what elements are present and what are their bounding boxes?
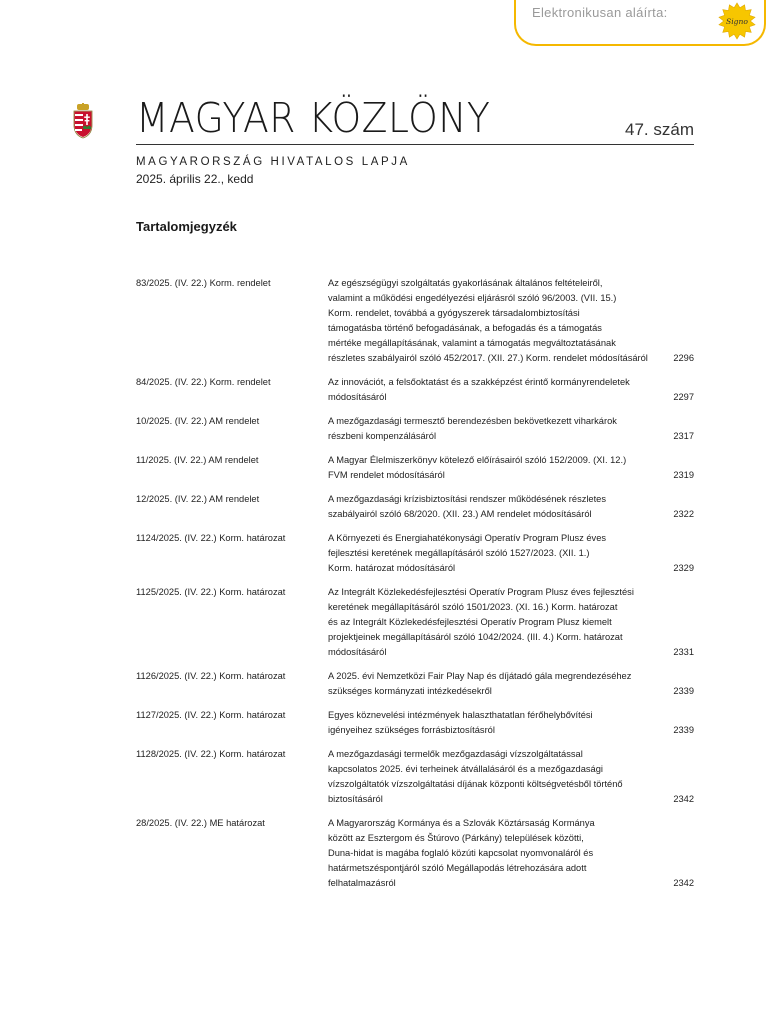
toc-entry-page-number: 2297 xyxy=(673,392,694,402)
toc-entry[interactable] xyxy=(136,747,696,807)
toc-entry-reference: 10/2025. (IV. 22.) AM rendelet xyxy=(136,416,260,426)
esign-label: Elektronikusan aláírta: xyxy=(532,5,668,20)
toc-entry-title-line: Az innovációt, a felsőoktatást és a szakképzést érintő kormányrendeletek xyxy=(328,377,630,387)
toc-entry-title-line: A Magyar Élelmiszerkönyv kötelező előírásairól szóló 152/2009. (XI. 12.) xyxy=(328,455,627,465)
toc-entry[interactable] xyxy=(136,531,696,576)
toc-entry[interactable] xyxy=(136,375,696,405)
toc-entry-title xyxy=(328,816,660,891)
toc-entry-title-line: igényeihez szükséges forrásbiztosításról xyxy=(328,725,495,735)
toc-entry-title xyxy=(328,375,660,405)
toc-entry-reference: 28/2025. (IV. 22.) ME határozat xyxy=(136,818,265,828)
toc-entry-title-line: és az Integrált Közlekedésfejlesztési Operatív Program Plusz kiemelt xyxy=(328,617,612,627)
toc-entry-title-line: projektjeinek megállapításáról szóló 1042/2024. (III. 4.) Korm. határozat xyxy=(328,632,623,642)
toc-entry-reference: 1125/2025. (IV. 22.) Korm. határozat xyxy=(136,587,286,597)
toc-entry-reference: 1126/2025. (IV. 22.) Korm. határozat xyxy=(136,671,286,681)
toc-entry-title-line: felhatalmazásról xyxy=(328,878,396,888)
toc-entry-reference: 1128/2025. (IV. 22.) Korm. határozat xyxy=(136,749,286,759)
toc-entry-title-line: Korm. rendelet, továbbá a gyógyszerek társadalombiztosítási xyxy=(328,308,580,318)
toc-entry-title-line: kapcsolatos 2025. évi terheinek átvállalásáról és a mezőgazdasági xyxy=(328,764,603,774)
toc-entry-title-line: Korm. határozat módosításáról xyxy=(328,563,456,573)
toc-entry-title xyxy=(328,708,660,738)
toc-entry-title-line: módosításáról xyxy=(328,647,387,657)
toc-entry-title-line: A mezőgazdasági termesztő berendezésben bekövetkezett viharkárok xyxy=(328,416,617,426)
toc-entry-title xyxy=(328,531,660,576)
toc-entry-page-number: 2319 xyxy=(673,470,694,480)
toc-entry[interactable] xyxy=(136,669,696,699)
toc-entry-title-line: támogatásba történő befogadásának, a befogadás és a támogatás xyxy=(328,323,602,333)
coat-of-arms-icon xyxy=(72,103,94,139)
toc-entry-title-line: FVM rendelet módosításáról xyxy=(328,470,445,480)
toc-entry-title-line: vízszolgáltatók vízszolgáltatási díjának központi költségvetésből történő xyxy=(328,779,623,789)
toc-entry-reference: 12/2025. (IV. 22.) AM rendelet xyxy=(136,494,260,504)
toc-entry-title-line: Duna-hidat is magába foglaló közúti kapcsolat nyomvonaláról és xyxy=(328,848,594,858)
toc-entry-title-line: fejlesztési keretének megállapításáról szóló 1527/2023. (XII. 1.) xyxy=(328,548,590,558)
toc-entry-title-line: között az Esztergom és Štúrovo (Párkány) települések közötti, xyxy=(328,833,584,843)
toc-entry-title-line: valamint a működési engedélyezési eljárásról szóló 96/2003. (VII. 15.) xyxy=(328,293,617,303)
issue-number: 47. szám xyxy=(625,120,694,139)
seal-text: Signo xyxy=(726,16,748,26)
toc-entry-title-line: A mezőgazdasági termelők mezőgazdasági vízszolgáltatással xyxy=(328,749,583,759)
toc-entry-title-line: mértéke megállapításának, valamint a támogatás megváltoztatásának xyxy=(328,338,616,348)
toc-entry-title-line: A 2025. évi Nemzetközi Fair Play Nap és díjátadó gála megrendezéséhez xyxy=(328,671,632,681)
toc-entry-title-line: Az Integrált Közlekedésfejlesztési Operatív Program Plusz éves fejlesztési xyxy=(328,587,634,597)
toc-entry-reference: 1124/2025. (IV. 22.) Korm. határozat xyxy=(136,533,286,543)
toc-entry-page-number: 2339 xyxy=(673,725,694,735)
toc-entry-title-line: Az egészségügyi szolgáltatás gyakorlásának általános feltételeiről, xyxy=(328,278,603,288)
electronic-signature-box xyxy=(514,0,766,46)
toc-entry-title xyxy=(328,747,660,807)
toc-entry-reference: 11/2025. (IV. 22.) AM rendelet xyxy=(136,455,259,465)
toc-entry-page-number: 2322 xyxy=(673,509,694,519)
toc-entry-page-number: 2329 xyxy=(673,563,694,573)
toc-heading: Tartalomjegyzék xyxy=(136,219,237,234)
toc-entry-reference: 1127/2025. (IV. 22.) Korm. határozat xyxy=(136,710,286,720)
toc-entry-title-line: részletes szabályairól szóló 452/2017. (XII. 27.) Korm. rendelet módosításáról xyxy=(328,353,648,363)
toc-entry-title-line: részbeni kompenzálásáról xyxy=(328,431,437,441)
toc-entry-title-line: A mezőgazdasági krízisbiztosítási rendszer működésének részletes xyxy=(328,494,607,504)
toc-entry-reference: 84/2025. (IV. 22.) Korm. rendelet xyxy=(136,377,271,387)
toc-entry-title-line: A Magyarország Kormánya és a Szlovák Köztársaság Kormánya xyxy=(328,818,595,828)
publication-title: MAGYAR KÖZLÖNY xyxy=(136,94,491,142)
toc-entry-page-number: 2331 xyxy=(673,647,694,657)
toc-entry-page-number: 2342 xyxy=(673,794,694,804)
toc-entry-page-number: 2317 xyxy=(673,431,694,441)
toc-entry[interactable] xyxy=(136,708,696,738)
toc-entry[interactable] xyxy=(136,276,696,366)
toc-entry-title xyxy=(328,669,660,699)
toc-entry-title xyxy=(328,492,660,522)
toc-entry-title-line: Egyes köznevelési intézmények halaszthatatlan férőhelybővítési xyxy=(328,710,593,720)
toc-entry-title xyxy=(328,276,660,366)
toc-entry-title-line: A Környezeti és Energiahatékonysági Operatív Program Plusz éves xyxy=(328,533,607,543)
toc-entry[interactable] xyxy=(136,492,696,522)
toc-entry-reference: 83/2025. (IV. 22.) Korm. rendelet xyxy=(136,278,271,288)
toc-entry-title-line: határmetszéspontjáról szóló Megállapodás létrehozására adott xyxy=(328,863,587,873)
toc-entry[interactable] xyxy=(136,453,696,483)
toc-entry-title xyxy=(328,453,660,483)
publication-subtitle: MAGYARORSZÁG HIVATALOS LAPJA xyxy=(136,156,410,168)
toc-entry-title-line: szabályairól szóló 68/2020. (XII. 23.) AM rendelet módosításáról xyxy=(328,509,592,519)
toc-entry-page-number: 2342 xyxy=(673,878,694,888)
toc-entry-title xyxy=(328,585,660,660)
publication-date: 2025. április 22., kedd xyxy=(136,172,254,186)
signature-seal-icon xyxy=(718,2,756,40)
table-of-contents xyxy=(136,276,696,900)
toc-entry-page-number: 2296 xyxy=(673,353,694,363)
toc-entry-title-line: biztosításáról xyxy=(328,794,383,804)
toc-entry[interactable] xyxy=(136,585,696,660)
toc-entry-title-line: szükséges kormányzati intézkedésekről xyxy=(328,686,492,696)
toc-entry-title-line: keretének megállapításáról szóló 1501/2023. (XI. 16.) Korm. határozat xyxy=(328,602,618,612)
toc-entry-page-number: 2339 xyxy=(673,686,694,696)
toc-entry[interactable] xyxy=(136,414,696,444)
toc-entry-title xyxy=(328,414,660,444)
toc-entry-title-line: módosításáról xyxy=(328,392,387,402)
toc-entry[interactable] xyxy=(136,816,696,891)
masthead-divider xyxy=(136,144,694,145)
